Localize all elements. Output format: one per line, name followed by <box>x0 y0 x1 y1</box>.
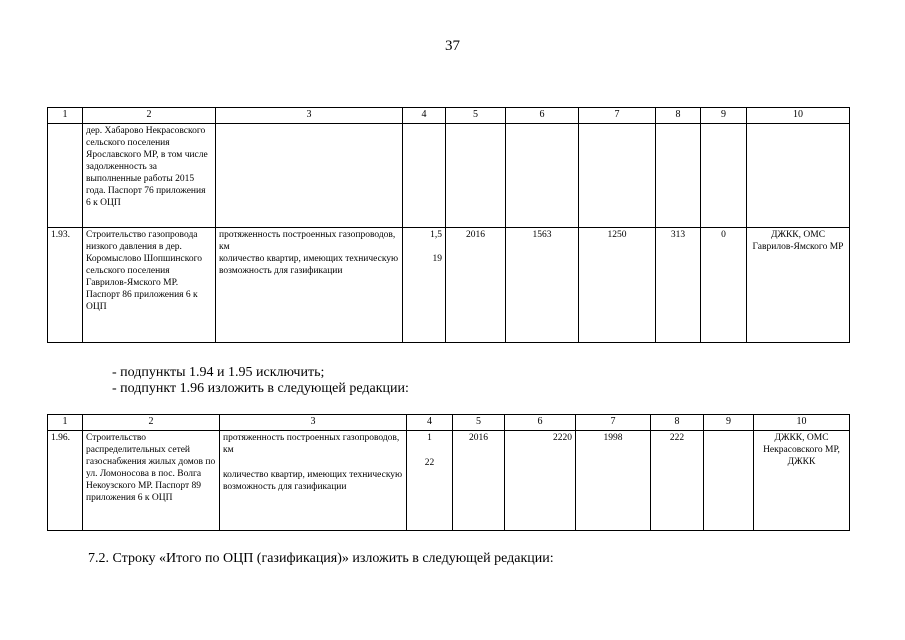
table-header-row <box>48 415 850 431</box>
header-cell: 8 <box>651 415 704 431</box>
header-cell: 9 <box>704 415 754 431</box>
program-table-2 <box>47 414 850 531</box>
project-name-cell: Строительство распределительных сетей газоснабжения жилых домов по ул. Ломоносова в пос. Волга Некоузского МР. Паспорт 89 приложения 6 к ОЦП <box>83 431 220 531</box>
table-row-continuation <box>48 124 850 228</box>
header-cell: 9 <box>701 108 747 124</box>
indicator-values <box>403 228 446 343</box>
indicator-1: протяженность построенных газопроводов, км <box>223 433 400 455</box>
value-cell: 313 <box>656 228 701 343</box>
indicator-2: количество квартир, имеющих техническую возможность для газификации <box>223 470 403 492</box>
indicator-values <box>407 431 453 531</box>
table-row <box>48 228 850 343</box>
table-row <box>48 431 850 531</box>
indicator-cell <box>216 228 403 343</box>
header-cell: 7 <box>576 415 651 431</box>
project-name-cell: Строительство газопровода низкого давления в дер. Коромыслово Шопшинского сельского поселения Гаврилов-Ямского МР. Паспорт 86 приложения 6 к ОЦП <box>83 228 216 343</box>
header-cell: 4 <box>407 415 453 431</box>
indicator-1: протяженность построенных газопроводов, км <box>219 230 396 252</box>
page-number: 37 <box>445 38 460 54</box>
header-cell: 5 <box>446 108 506 124</box>
executor-cell: ДЖКК, ОМС Некрасовского МР, ДЖКК <box>754 431 850 531</box>
paragraph-7-2: 7.2. Строку «Итого по ОЦП (газификация)» изложить в следующей редакции: <box>88 551 554 566</box>
value-cell <box>704 431 754 531</box>
indicator-value-1: 1 <box>427 433 432 443</box>
executor-cell: ДЖКК, ОМС Гаврилов-Ямского МР <box>747 228 850 343</box>
header-cell: 6 <box>506 108 579 124</box>
row-number: 1.96. <box>48 431 83 531</box>
header-cell: 2 <box>83 415 220 431</box>
value-cell: 222 <box>651 431 704 531</box>
header-cell: 1 <box>48 108 83 124</box>
header-cell: 3 <box>220 415 407 431</box>
indicator-value-2: 22 <box>424 458 435 468</box>
indicator-2: количество квартир, имеющих техническую возможность для газификации <box>219 254 399 276</box>
header-cell: 8 <box>656 108 701 124</box>
header-cell: 10 <box>747 108 850 124</box>
value-cell: 1250 <box>579 228 656 343</box>
value-cell: 2220 <box>505 431 576 531</box>
header-cell: 5 <box>453 415 505 431</box>
value-cell: 0 <box>701 228 747 343</box>
header-cell: 7 <box>579 108 656 124</box>
indicator-value-2: 19 <box>432 254 442 264</box>
note-exclude: - подпункты 1.94 и 1.95 исключить; <box>112 365 325 380</box>
table-header-row <box>48 108 850 124</box>
project-name-cell: дер. Хабарово Некрасовского сельского поселения Ярославского МР, в том числе задолженность за выполненные работы 2015 года. Паспорт 76 приложения 6 к ОЦП <box>83 124 216 228</box>
year-cell: 2016 <box>446 228 506 343</box>
indicator-value-1: 1,5 <box>430 230 442 240</box>
indicator-cell <box>220 431 407 531</box>
header-cell: 1 <box>48 415 83 431</box>
header-cell: 3 <box>216 108 403 124</box>
value-cell: 1998 <box>576 431 651 531</box>
note-restate: - подпункт 1.96 изложить в следующей редакции: <box>112 381 409 396</box>
header-cell: 10 <box>754 415 850 431</box>
header-cell: 2 <box>83 108 216 124</box>
header-cell: 6 <box>505 415 576 431</box>
year-cell: 2016 <box>453 431 505 531</box>
row-number: 1.93. <box>48 228 83 343</box>
value-cell: 1563 <box>506 228 579 343</box>
program-table-1 <box>47 107 850 343</box>
header-cell: 4 <box>403 108 446 124</box>
